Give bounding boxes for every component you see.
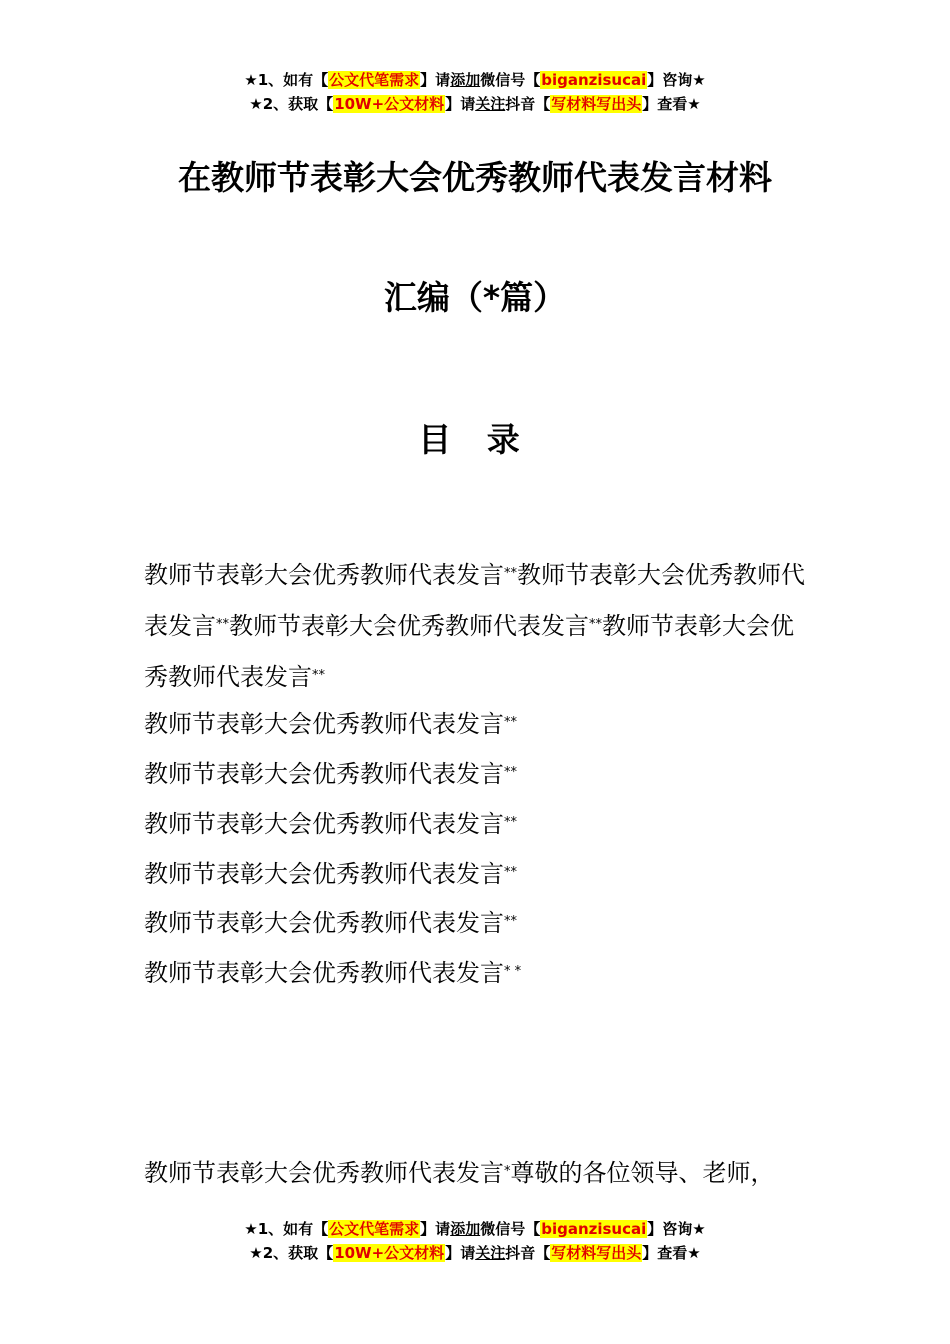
toc-item[interactable]: 教师节表彰大会优秀教师代表发言**	[144, 760, 517, 788]
toc-paragraph: 教师节表彰大会优秀教师代表发言**教师节表彰大会优秀教师代表发言**教师节表彰大会优秀教师代表发言**教师节表彰大会优秀教师代表发言**	[144, 561, 805, 691]
highlight-materials: 10W+公文材料	[334, 95, 445, 113]
highlight-douyin: 写材料写出头	[551, 95, 642, 113]
banner-line-2: ★2、获取【10W+公文材料】请关注抖音【写材料写出头】查看★	[249, 1244, 701, 1262]
highlight-materials: 10W+公文材料	[334, 1244, 445, 1262]
toc-item[interactable]: 教师节表彰大会优秀教师代表发言**	[144, 860, 517, 888]
highlight-service: 公文代笔需求	[329, 1220, 420, 1238]
header-banner	[0, 68, 950, 116]
document-title-line-2: 汇编（*篇）	[383, 278, 567, 317]
toc-item[interactable]: 教师节表彰大会优秀教师代表发言* *	[144, 959, 522, 987]
highlight-douyin: 写材料写出头	[551, 1244, 642, 1262]
toc-item[interactable]: 教师节表彰大会优秀教师代表发言**	[144, 909, 517, 937]
toc-item[interactable]: 教师节表彰大会优秀教师代表发言**	[144, 710, 517, 738]
highlight-wechat-id: biganzisucai	[541, 71, 647, 89]
toc-heading: 目 录	[418, 420, 532, 459]
banner-line-1: ★1、如有【公文代笔需求】请添加微信号【biganzisucai】咨询★	[244, 1220, 706, 1238]
toc-item[interactable]: 教师节表彰大会优秀教师代表发言**	[144, 810, 517, 838]
footer-banner	[0, 1217, 950, 1265]
banner-line-2: ★2、获取【10W+公文材料】请关注抖音【写材料写出头】查看★	[249, 95, 701, 113]
banner-line-1: ★1、如有【公文代笔需求】请添加微信号【biganzisucai】咨询★	[244, 71, 706, 89]
document-title-line-1: 在教师节表彰大会优秀教师代表发言材料	[178, 158, 772, 197]
highlight-service: 公文代笔需求	[329, 71, 420, 89]
body-first-line: 教师节表彰大会优秀教师代表发言*尊敬的各位领导、老师，	[144, 1159, 775, 1187]
highlight-wechat-id: biganzisucai	[541, 1220, 647, 1238]
